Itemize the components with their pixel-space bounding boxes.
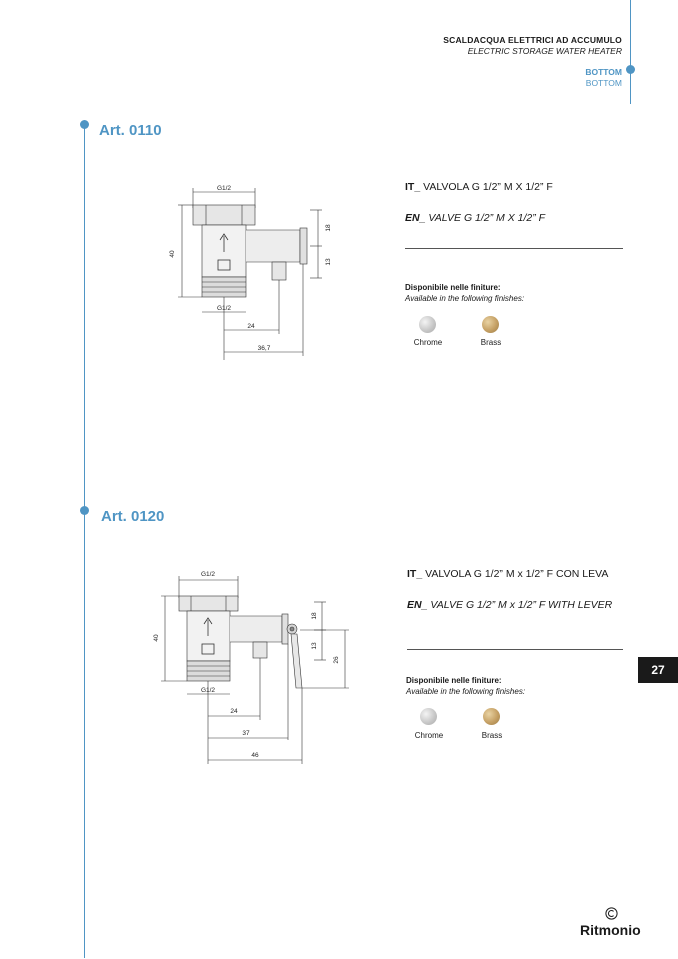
product-2-title: Art. 0120 — [101, 508, 165, 525]
drawing-1-dim-height: 40 — [169, 250, 176, 258]
drawing-2-dim-bottom-3: 46 — [251, 752, 259, 759]
drawing-1-thread-top: G1/2 — [216, 185, 232, 192]
section-label-it: BOTTOM — [585, 67, 622, 77]
product-2-desc-en — [407, 599, 612, 611]
desc-it-text: VALVOLA G 1/2” M X 1/2” F — [420, 181, 553, 193]
lang-prefix-en: EN_ — [405, 212, 426, 224]
product-1-divider — [405, 248, 623, 249]
left-accent-line — [84, 128, 85, 958]
drawing-2-thread-top: G1/2 — [200, 571, 216, 578]
desc-it-text: VALVOLA G 1/2” M x 1/2” F CON LEVA — [422, 568, 609, 580]
lang-prefix-it: IT_ — [407, 568, 423, 580]
product-1-desc-it — [405, 181, 553, 193]
drawing-2-thread-bottom: G1/2 — [200, 687, 216, 694]
brand-logo-text: Ritmonio — [580, 922, 641, 938]
drawing-1-dim-bottom-2: 36,7 — [257, 345, 271, 352]
drawing-2-dim-right-outer: 26 — [333, 656, 340, 664]
lang-prefix-it: IT_ — [405, 181, 421, 193]
product-1-finishes-title: Disponibile nelle finiture: — [405, 283, 501, 292]
product-2-drawing — [150, 568, 350, 768]
product-2-divider — [407, 649, 623, 650]
product-1-finishes-subtitle: Available in the following finishes: — [405, 294, 525, 303]
header-accent-line — [630, 0, 631, 104]
page-number: 27 — [638, 657, 678, 683]
finish-label-chrome: Chrome — [413, 338, 443, 347]
product-2-finishes-title: Disponibile nelle finiture: — [406, 676, 502, 685]
drawing-2-dim-right-upper: 18 — [311, 612, 318, 620]
product-1-dot — [80, 120, 89, 129]
brand-logo-icon — [605, 907, 618, 920]
drawing-2-dim-right-lower: 13 — [311, 642, 318, 650]
drawing-1-dim-bottom-1: 24 — [247, 323, 255, 330]
product-2-dot — [80, 506, 89, 515]
finish-swatch-chrome — [420, 708, 437, 725]
header-accent-dot — [626, 65, 635, 74]
finish-swatch-brass — [483, 708, 500, 725]
desc-en-text: VALVE G 1/2” M x 1/2” F WITH LEVER — [427, 599, 613, 611]
finish-swatch-brass — [482, 316, 499, 333]
finish-label-brass: Brass — [480, 338, 502, 347]
category-title-it: SCALDACQUA ELETTRICI AD ACCUMULO — [443, 35, 622, 45]
drawing-2-dim-height: 40 — [153, 634, 160, 642]
category-title-en: ELECTRIC STORAGE WATER HEATER — [467, 46, 622, 56]
product-1-desc-en — [405, 212, 545, 224]
drawing-1-thread-bottom: G1/2 — [216, 305, 232, 312]
desc-en-text: VALVE G 1/2” M X 1/2” F — [425, 212, 546, 224]
finish-swatch-chrome — [419, 316, 436, 333]
product-2-finishes-subtitle: Available in the following finishes: — [406, 687, 526, 696]
product-2-desc-it — [407, 568, 608, 580]
lang-prefix-en: EN_ — [407, 599, 428, 611]
drawing-1-dim-right-lower: 13 — [325, 258, 332, 266]
product-1-drawing — [160, 180, 360, 360]
drawing-2-dim-bottom-2: 37 — [242, 730, 250, 737]
finish-label-chrome: Chrome — [414, 731, 444, 740]
product-1-title: Art. 0110 — [99, 122, 162, 139]
finish-label-brass: Brass — [481, 731, 503, 740]
section-label-en: BOTTOM — [585, 78, 622, 88]
drawing-1-dim-right-upper: 18 — [325, 224, 332, 232]
drawing-2-dim-bottom-1: 24 — [230, 708, 238, 715]
